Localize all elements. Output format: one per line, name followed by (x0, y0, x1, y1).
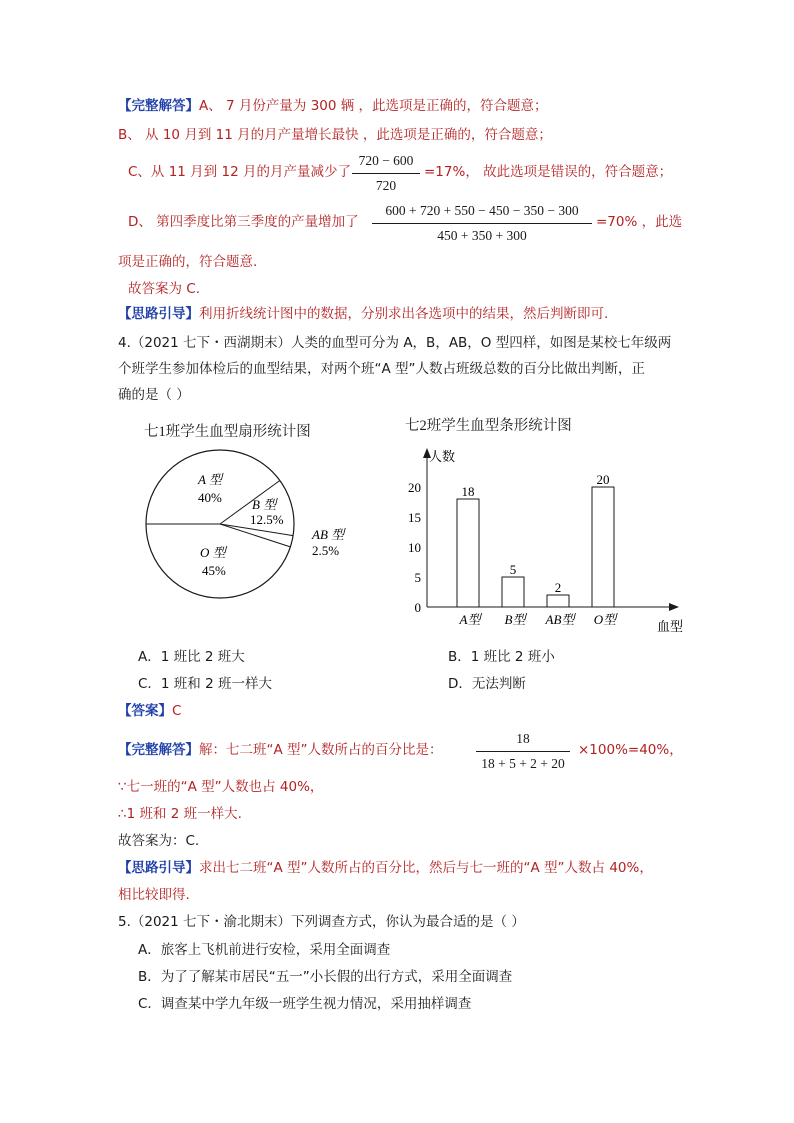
q4-answer-line (118, 702, 181, 720)
pie-label-b-name: B 型 (252, 497, 277, 512)
q4-solution-suffix: ×100%=40%， (578, 742, 683, 758)
bar-chart (395, 410, 700, 638)
bar-chart-ytick-label: 0 (414, 600, 421, 615)
q4-fraction (476, 730, 570, 773)
pie-label-b-pct: 12.5% (250, 512, 284, 527)
q5-option-c[interactable]: C．调查某中学九年级一班学生视力情况，采用抽样调查 (138, 996, 472, 1012)
pie-label-o-name: O 型 (200, 545, 226, 560)
bar-chart-ticks (408, 480, 421, 615)
bar-chart-ytick-label: 10 (408, 540, 421, 555)
q3-fraction-d (372, 202, 592, 245)
pie-label-o-pct: 45% (202, 563, 226, 578)
pie-label-a-pct: 40% (198, 490, 222, 505)
q3-hint-line: 【思路引导】利用折线统计图中的数据，分别求出各选项中的结果，然后判断即可. (118, 306, 609, 322)
q3-hint-tag: 【思路引导】 (118, 306, 199, 322)
q4-answer-text: 故答案为：C. (118, 833, 200, 849)
q4-option-b[interactable]: B．1 班比 2 班小 (448, 649, 555, 665)
bar-chart-xlabel: 血型 (657, 619, 684, 634)
q4-solution-line: 【完整解答】解：七二班“A 型”人数所占的百分比是： (118, 742, 443, 758)
bar-chart-ytick-label: 5 (414, 570, 421, 585)
q4-hint-tag: 【思路引导】 (118, 860, 199, 876)
q5-stem: 5.（2021 七下・渝北期末）下列调查方式，你认为最合适的是（ ） (118, 914, 525, 930)
bar-chart-ylabel: 人数 (429, 449, 456, 464)
q4-stem-line-2: 个班学生参加体检后的血型结果，对两个班“A 型”人数占班级总数的百分比做出判断，正 (118, 361, 646, 377)
q4-stem-line-3: 确的是（ ） (118, 387, 190, 403)
q4-hint-line-2: 相比较即得. (118, 887, 190, 903)
bar-3 (592, 487, 614, 607)
q5-option-b[interactable]: B．为了了解某市居民“五一”小长假的出行方式，采用全面调查 (138, 969, 513, 985)
q3-fraction-d-denominator: 450 + 350 + 300 (437, 228, 527, 243)
q3-fraction-c (352, 152, 420, 195)
q4-answer-tag: 【答案】 (118, 703, 172, 719)
pie-label-ab-name: AB 型 (312, 527, 345, 542)
pie-boundary-o-start (220, 524, 290, 547)
pie-chart (130, 418, 370, 603)
q3-solution-d-suffix: =70% ，此选 (596, 214, 683, 230)
bar-category-label: A型 (459, 612, 481, 627)
q4-fraction-denominator: 18 + 5 + 2 + 20 (481, 756, 565, 771)
bar-chart-bars (457, 472, 618, 627)
bar-data-label: 18 (461, 484, 475, 499)
bar-category-label: O型 (593, 612, 617, 627)
q4-option-a[interactable]: A．1 班比 2 班大 (138, 649, 245, 665)
q3-fraction-c-numerator: 720 − 600 (358, 153, 414, 168)
bar-chart-ytick-label: 20 (408, 480, 421, 495)
bar-chart-title: 七2班学生血型条形统计图 (405, 418, 572, 434)
q3-solution-tag: 【完整解答】 (118, 98, 199, 114)
bar-category-label: AB型 (545, 612, 575, 627)
q4-answer-letter: C (172, 703, 182, 719)
q3-solution-b-line: B、 从 10 月到 11 月的月产量增长最快 ，此选项是正确的，符合题意； (118, 127, 552, 143)
bar-data-label: 2 (554, 580, 562, 595)
q4-fraction-numerator: 18 (516, 731, 530, 746)
fraction-bar (372, 223, 592, 224)
bar-category-label: B型 (504, 612, 526, 627)
q3-solution-a-line: 【完整解答】A、 7 月份产量为 300 辆 ，此选项是正确的，符合题意； (118, 98, 548, 114)
q4-option-d[interactable]: D．无法判断 (448, 676, 526, 692)
x-axis-arrow-icon (669, 603, 679, 611)
q5-option-a[interactable]: A．旅客上飞机前进行安检，采用全面调查 (138, 942, 391, 958)
bar-chart-ytick-label: 15 (408, 510, 421, 525)
bar-data-label: 5 (509, 562, 517, 577)
fraction-bar (476, 751, 570, 752)
q4-hint-line-1: 【思路引导】求出七二班“A 型”人数所占的百分比，然后与七一班的“A 型”人数占 40%， (118, 860, 653, 876)
bar-2 (547, 595, 569, 607)
q3-fraction-c-denominator: 720 (375, 178, 397, 193)
pie-label-a-name: A 型 (198, 472, 222, 487)
q3-answer: 故答案为 C. (128, 281, 201, 297)
bar-0 (457, 499, 479, 607)
q4-stem-line-1: 4.（2021 七下・西湖期末）人类的血型可分为 A，B，AB，O 型四样，如图是某校七年级两 (118, 335, 672, 351)
pie-chart-title: 七1班学生血型扇形统计图 (144, 424, 311, 440)
q4-solution-tag: 【完整解答】 (118, 742, 199, 758)
q3-solution-c-suffix: =17%， 故此选项是错误的，符合题意； (424, 164, 673, 180)
q3-fraction-d-numerator: 600 + 720 + 550 − 450 − 350 − 300 (385, 203, 579, 218)
bar-data-label: 20 (596, 472, 610, 487)
q4-option-c[interactable]: C．1 班和 2 班一样大 (138, 676, 272, 692)
q4-therefore: ∴1 班和 2 班一样大. (118, 806, 242, 822)
q3-solution-c-prefix: C、从 11 月到 12 月的月产量减少了 (128, 164, 351, 180)
bar-1 (502, 577, 524, 607)
q3-solution-d-prefix: D、 第四季度比第三季度的产量增加了 (128, 214, 359, 230)
pie-label-ab-pct: 2.5% (312, 543, 340, 558)
q3-solution-d-continuation: 项是正确的，符合题意. (118, 254, 258, 270)
q4-because: ∵七一班的“A 型”人数也占 40%， (118, 779, 324, 795)
fraction-bar (352, 173, 420, 174)
